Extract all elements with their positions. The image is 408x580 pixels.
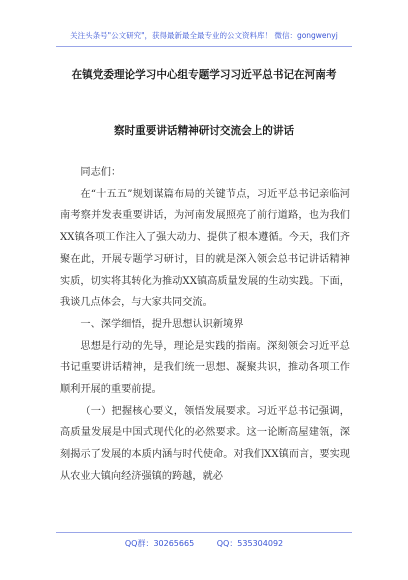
footer-qq-group: QQ群：30265665 — [124, 539, 195, 548]
paragraph-intro: 在“十五五”规划谋篇布局的关键节点，习近平总书记亲临河南考察并发表重要讲话，为河南发展照亮了前行道路，也为我们XX镇各项工作注入了强大动力、提供了根本遵循。今天，我们齐聚在此，开展专题学习研讨，目的就是深入领会总书记讲话精神实质，切实将其转化为推动XX镇高质量发展的生动实践。下面，我谈几点体会，与大家共同交流。 — [60, 188, 350, 309]
header-banner: 关注头条号"公文研究"，获得最新最全最专业的公文资料库！ 微信：gongwenyj — [70, 31, 338, 40]
paragraph-section-1: 思想是行动的先导，理论是实践的指南。深刻领会习近平总书记重要讲话精神，是我们统一思想、凝聚共识，推动各项工作顺利开展的重要前提。 — [60, 340, 350, 396]
section-heading-1: 一、深学细悟，提升思想认识新境界 — [80, 318, 244, 330]
paragraph-subsection-1: （一）把握核心要义，领悟发展要求。习近平总书记强调，高质量发展是中国式现代化的必然要求。这一论断高屋建瓴，深刻揭示了发展的本质内涵与时代使命。对我们XX镇而言，要实现从农业大镇向经济强镇的跨越，就必 — [60, 405, 350, 482]
greeting: 同志们： — [80, 167, 122, 178]
footer-qq-number: QQ：535304092 — [216, 539, 284, 548]
header-divider — [56, 46, 352, 47]
document-title-line-1: 在镇党委理论学习中心组专题学习习近平总书记在河南考 — [71, 69, 337, 81]
footer-contact — [0, 538, 408, 549]
document-title-line-2: 察时重要讲话精神研讨交流会上的讲话 — [113, 125, 295, 137]
document-body — [60, 162, 350, 488]
footer-divider — [56, 532, 352, 533]
